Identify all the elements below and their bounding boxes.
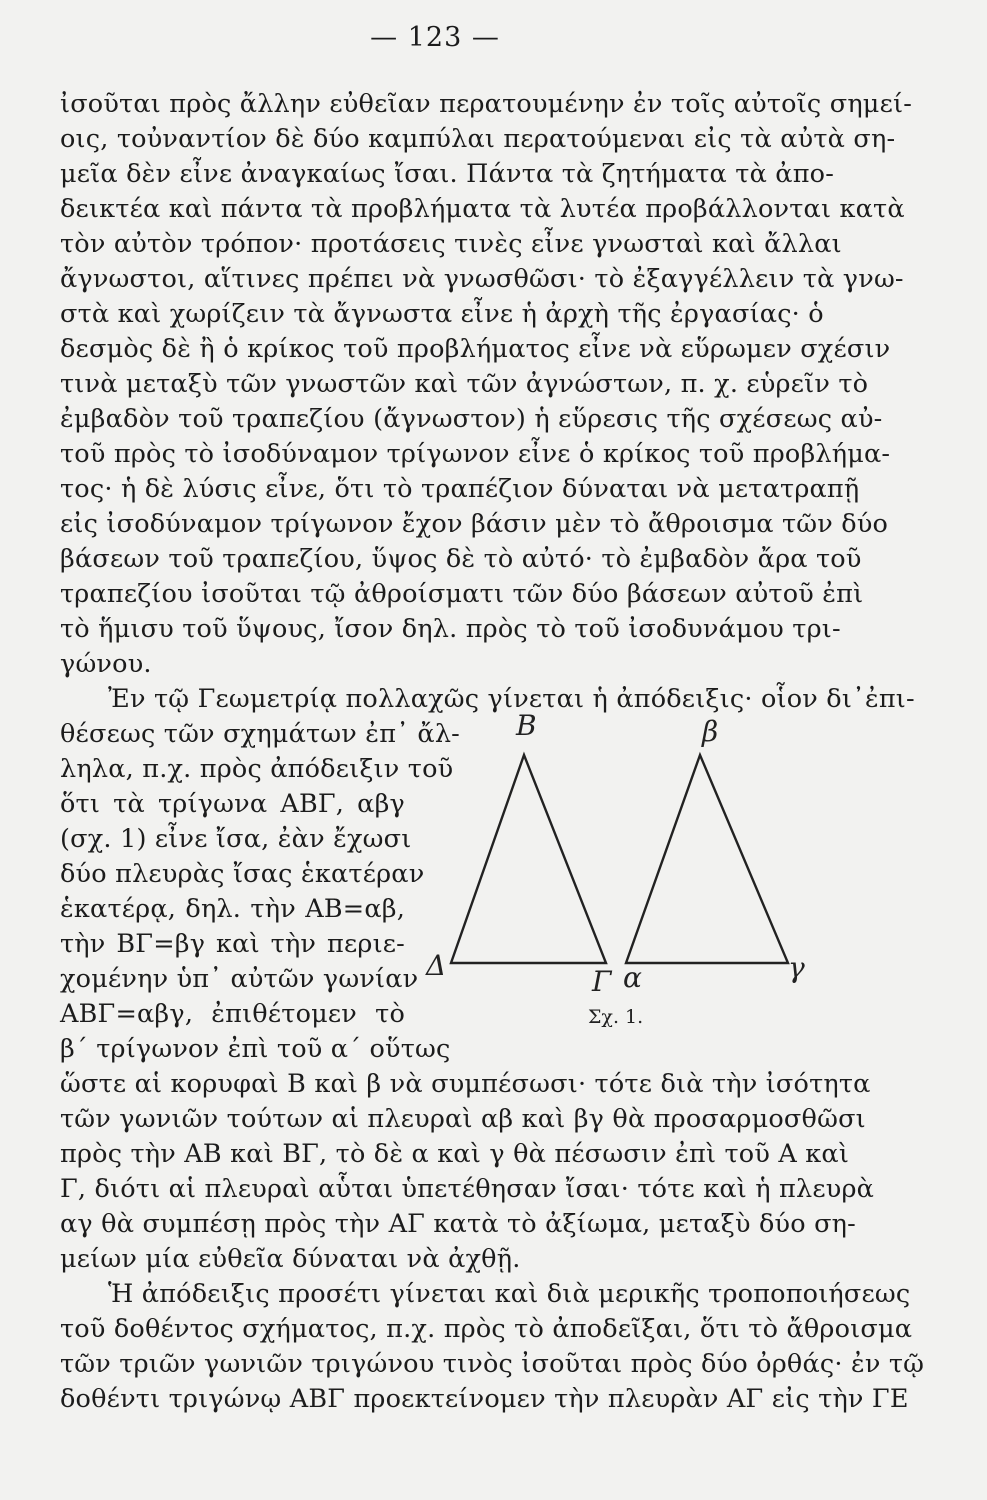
text-line: μεῖα δὲν εἶνε ἀναγκαίως ἴσαι. Πάντα τὰ ζητήματα τὰ ἀπο- (60, 159, 835, 189)
text-line: ἑκατέρᾳ, δηλ. τὴν ΑΒ=αβ, (60, 894, 405, 924)
text-line: τὸν αὐτὸν τρόπον· προτάσεις τινὲς εἶνε γνωσταὶ καὶ ἄλλαι (60, 229, 842, 259)
text-line: τραπεζίου ἰσοῦται τῷ ἀθροίσματι τῶν δύο βάσεων αὐτοῦ ἐπὶ (60, 579, 864, 609)
text-line: τὴν ΒΓ=βγ καὶ τὴν περιε- (60, 929, 405, 959)
text-line: γώνου. (60, 649, 152, 679)
text-line: δεσμὸς δὲ ἢ ὁ κρίκος τοῦ προβλήματος εἶνε νὰ εὕρωμεν σχέσιν (60, 334, 891, 364)
text-line: τὸ ἥμισυ τοῦ ὕψους, ἴσον δηλ. πρὸς τὸ τοῦ ἰσοδυνάμου τρι- (60, 614, 841, 644)
text-line: στὰ καὶ χωρίζειν τὰ ἄγνωστα εἶνε ἡ ἀρχὴ τῆς ἐργασίας· ὁ (60, 299, 824, 329)
label-vertex-a: α (623, 961, 642, 994)
text-line: τοῦ δοθέντος σχήματος, π.χ. πρὸς τὸ ἀποδεῖξαι, ὅτι τὸ ἄθροισμα (60, 1314, 913, 1344)
text-line: δοθέντι τριγώνῳ ΑΒΓ προεκτείνομεν τὴν πλευρὰν ΑΓ εἰς τὴν ΓΕ (60, 1384, 909, 1414)
text-line: β΄ τρίγωνον ἐπὶ τοῦ α΄ οὕτως (60, 1034, 451, 1064)
text-line: ἐμβαδὸν τοῦ τραπεζίου (ἄγνωστον) ἡ εὕρεσις τῆς σχέσεως αὐ- (60, 404, 883, 434)
text-line: ΑΒΓ=αβγ, ἐπιθέτομεν τὸ (60, 999, 405, 1029)
text-line: δύο πλευρὰς ἴσας ἑκατέραν (60, 859, 425, 889)
text-line: τῶν γωνιῶν τούτων αἱ πλευραὶ αβ καὶ βγ θὰ προσαρμοσθῶσι (60, 1104, 866, 1134)
text-line: βάσεων τοῦ τραπεζίου, ὕψος δὲ τὸ αὐτό· τὸ ἐμβαδὸν ἄρα τοῦ (60, 544, 862, 574)
text-line: αγ θὰ συμπέσῃ πρὸς τὴν ΑΓ κατὰ τὸ ἀξίωμα, μεταξὺ δύο ση- (60, 1209, 856, 1239)
text-line: εἰς ἰσοδύναμον τρίγωνον ἔχον βάσιν μὲν τὸ ἄθροισμα τῶν δύο (60, 509, 889, 539)
label-vertex-b: β (702, 715, 719, 748)
text-line: πρὸς τὴν ΑΒ καὶ ΒΓ, τὸ δὲ α καὶ γ θὰ πέσωσιν ἐπὶ τοῦ Α καὶ (60, 1139, 850, 1169)
figure-caption: Σχ. 1. (588, 1006, 644, 1028)
text-line: ὥστε αἱ κορυφαὶ Β καὶ β νὰ συμπέσωσι· τότε διὰ τὴν ἰσότητα (60, 1069, 871, 1099)
text-line: Ἡ ἀπόδειξις προσέτι γίνεται καὶ διὰ μερικῆς τροποποιήσεως (108, 1279, 911, 1309)
text-line: (σχ. 1) εἶνε ἴσα, ἐὰν ἔχωσι (60, 824, 412, 854)
label-vertex-A: Δ (426, 949, 447, 982)
text-line: ἰσοῦται πρὸς ἄλλην εὐθεῖαν περατουμένην ἐν τοῖς αὐτοῖς σημεί- (60, 89, 913, 119)
text-line: μείων μία εὐθεῖα δύναται νὰ ἀχθῇ. (60, 1244, 521, 1274)
text-line: δεικτέα καὶ πάντα τὰ προβλήματα τὰ λυτέα προβάλλονται κατὰ (60, 194, 905, 224)
text-line: θέσεως τῶν σχημάτων ἐπ᾽ ἄλ- (60, 719, 461, 749)
text-line: τοῦ πρὸς τὸ ἰσοδύναμον τρίγωνον εἶνε ὁ κρίκος τοῦ προβλήμα- (60, 439, 891, 469)
text-line: χομένην ὑπ᾽ αὐτῶν γωνίαν (60, 964, 419, 994)
text-line: Γ, διότι αἱ πλευραὶ αὗται ὑπετέθησαν ἴσαι· τότε καὶ ἡ πλευρὰ (60, 1174, 875, 1204)
text-line: ὅτι τὰ τρίγωνα ΑΒΓ, αβγ (60, 789, 405, 819)
label-vertex-g: γ (788, 951, 805, 984)
text-line: τῶν τριῶν γωνιῶν τριγώνου τινὸς ἰσοῦται πρὸς δύο ὀρθάς· ἐν τῷ (60, 1349, 925, 1379)
text-line: τινὰ μεταξὺ τῶν γνωστῶν καὶ τῶν ἀγνώστων, π. χ. εὑρεῖν τὸ (60, 369, 869, 399)
figure-triangles (418, 705, 838, 1035)
triangle-abg (626, 755, 788, 963)
label-vertex-G: Γ (592, 965, 612, 998)
label-vertex-B: Β (516, 709, 537, 742)
page-number: — 123 — (370, 22, 500, 53)
text-line: οις, τοὐναντίον δὲ δύο καμπύλαι περατούμεναι εἰς τὰ αὐτὰ ση- (60, 124, 896, 154)
text-line: τος· ἡ δὲ λύσις εἶνε, ὅτι τὸ τραπέζιον δύναται νὰ μετατραπῇ (60, 474, 860, 504)
text-line: Ἐν τῷ Γεωμετρίᾳ πολλαχῶς γίνεται ἡ ἀπόδειξις· οἷον δι᾽ἐπι- (108, 684, 915, 714)
triangle-ABG (451, 755, 606, 963)
text-line: ἄγνωστοι, αἵτινες πρέπει νὰ γνωσθῶσι· τὸ ἐξαγγέλλειν τὰ γνω- (60, 264, 904, 294)
text-line: ληλα, π.χ. πρὸς ἀπόδειξιν τοῦ (60, 754, 454, 784)
